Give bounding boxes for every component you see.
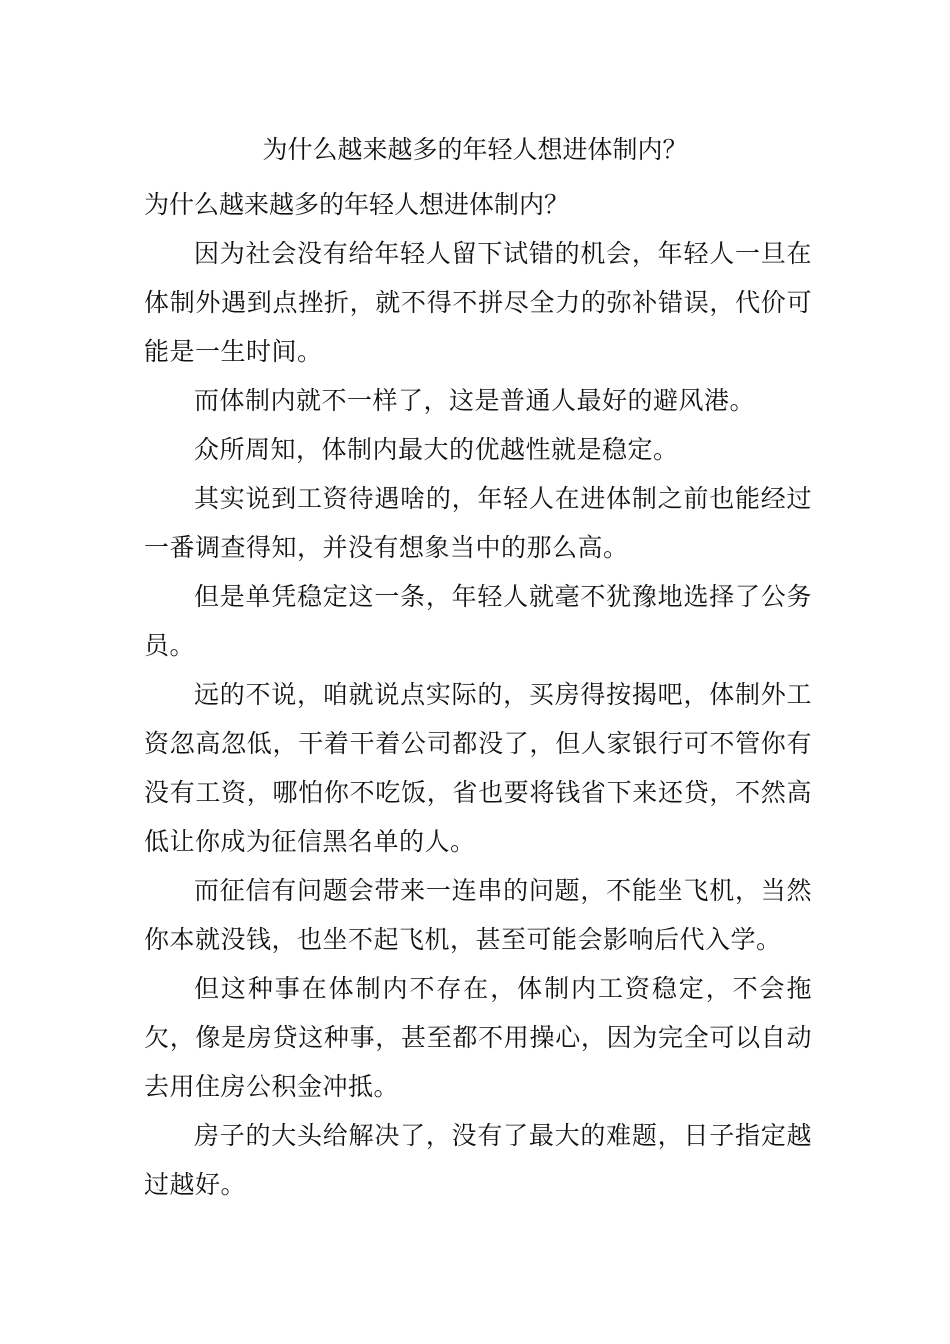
paragraph: 众所周知，体制内最大的优越性就是稳定。 bbox=[194, 435, 679, 464]
document-title: 为什么越来越多的年轻人想进体制内？ bbox=[262, 135, 688, 164]
document-subtitle: 为什么越来越多的年轻人想进体制内？ bbox=[144, 190, 570, 219]
paragraph: 房子的大头给解决了，没有了最大的难题，日子指定越过越好。 bbox=[144, 1121, 812, 1199]
paragraph: 远的不说，咱就说点实际的，买房得按揭吧，体制外工资忽高忽低，干着干着公司都没了，但人家银行可不管你有没有工资，哪怕你不吃饭，省也要将钱省下来还贷，不然高低让你成为征信黑名单的人。 bbox=[144, 680, 812, 856]
document-body bbox=[144, 180, 812, 1209]
paragraph: 因为社会没有给年轻人留下试错的机会，年轻人一旦在体制外遇到点挫折，就不得不拼尽全力的弥补错误，代价可能是一生时间。 bbox=[144, 239, 812, 366]
paragraph: 其实说到工资待遇啥的，年轻人在进体制之前也能经过一番调查得知，并没有想象当中的那么高。 bbox=[144, 484, 812, 562]
paragraph: 但是单凭稳定这一条，年轻人就毫不犹豫地选择了公务员。 bbox=[144, 582, 812, 660]
paragraph: 但这种事在体制内不存在，体制内工资稳定，不会拖欠，像是房贷这种事，甚至都不用操心，因为完全可以自动去用住房公积金冲抵。 bbox=[144, 974, 812, 1101]
paragraph: 而征信有问题会带来一连串的问题，不能坐飞机，当然你本就没钱，也坐不起飞机，甚至可能会影响后代入学。 bbox=[144, 876, 812, 954]
paragraph: 而体制内就不一样了，这是普通人最好的避风港。 bbox=[194, 386, 756, 415]
